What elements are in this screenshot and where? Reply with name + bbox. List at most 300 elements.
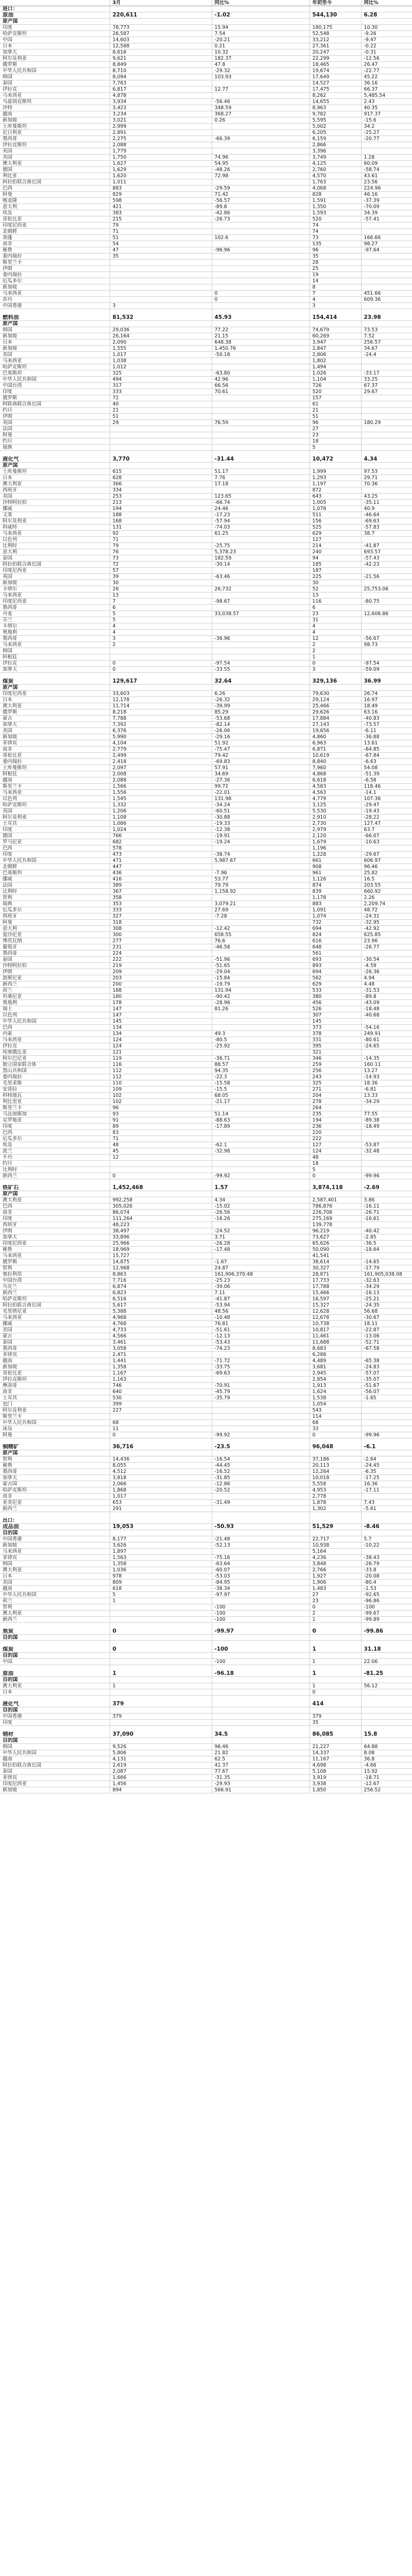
label-cell: 挪威: [0, 1321, 110, 1327]
table-row: [0, 642, 412, 648]
ytd-yoy-cell: [361, 1494, 412, 1500]
table-row: [0, 1124, 412, 1130]
table-row: [0, 74, 412, 80]
month-value-cell: 3,058: [110, 1346, 212, 1352]
month-yoy-cell: -36.71: [212, 1056, 310, 1062]
month-value-cell: 2,418: [110, 759, 212, 765]
ytd-yoy-cell: 160.11: [361, 1062, 412, 1068]
ytd-value-cell: 1,591: [310, 198, 361, 204]
ytd-value-cell: [310, 6, 361, 12]
label-cell: 加拿大: [0, 49, 110, 56]
month-yoy-cell: [212, 568, 310, 574]
table-row: [0, 543, 412, 549]
table-row: [0, 858, 412, 864]
ytd-value-cell: [310, 1677, 361, 1683]
ytd-value-cell: 2,945: [310, 1370, 361, 1377]
ytd-yoy-cell: 73.53: [361, 327, 412, 333]
month-value-cell: [110, 1635, 212, 1641]
month-yoy-cell: 68.05: [212, 1093, 310, 1099]
ytd-value-cell: 5: [310, 445, 361, 451]
month-yoy-cell: -99.92: [212, 1432, 310, 1438]
ytd-yoy-cell: [361, 654, 412, 660]
table-row: [0, 864, 412, 870]
ytd-yoy-cell: -15.6: [361, 117, 412, 124]
ytd-yoy-cell: -31.53: [361, 988, 412, 994]
table-row: [0, 414, 412, 420]
table-row: [0, 926, 412, 932]
commodity-total-row: [0, 1701, 412, 1707]
ytd-yoy-cell: 256.52: [361, 1787, 412, 1793]
label-cell: 液化气: [0, 1701, 110, 1707]
ytd-value-cell: 1,196: [310, 845, 361, 852]
month-yoy-cell: [212, 463, 310, 469]
month-yoy-cell: [212, 1635, 310, 1641]
month-value-cell: 4,878: [110, 93, 212, 99]
label-cell: 中华人民共和国: [0, 1019, 110, 1025]
commodity-total-row: [0, 1524, 412, 1530]
month-value-cell: 4: [110, 623, 212, 630]
ytd-yoy-cell: -4.66: [361, 1762, 412, 1769]
ytd-value-cell: 4,860: [310, 734, 361, 740]
month-value-cell: 7,763: [110, 80, 212, 87]
ytd-value-cell: [310, 1623, 361, 1629]
month-value-cell: 7,716: [110, 1278, 212, 1284]
ytd-value-cell: 157: [310, 395, 361, 401]
table-row: [0, 1247, 412, 1253]
month-yoy-cell: -17.23: [212, 512, 310, 518]
ytd-yoy-cell: -42.92: [361, 926, 412, 932]
month-yoy-cell: -53.03: [212, 1573, 310, 1580]
label-cell: 南非: [0, 241, 110, 247]
month-yoy-cell: 51.92: [212, 740, 310, 747]
month-value-cell: 119: [110, 1056, 212, 1062]
table-row: [0, 876, 412, 883]
month-yoy-cell: [212, 1677, 310, 1683]
month-yoy-cell: [212, 580, 310, 586]
month-yoy-cell: -38.74: [212, 852, 310, 858]
ytd-yoy-cell: [361, 1179, 412, 1185]
month-yoy-cell: 3,079.21: [212, 901, 310, 907]
label-cell: 蒙古: [0, 716, 110, 722]
month-value-cell: 40: [110, 401, 212, 408]
label-cell: [0, 1512, 110, 1518]
month-value-cell: 131: [110, 524, 212, 531]
month-value-cell: 91: [110, 1117, 212, 1124]
origin-heading-row: [0, 19, 412, 25]
month-yoy-cell: [212, 432, 310, 438]
table-row: [0, 346, 412, 352]
ytd-yoy-cell: [361, 673, 412, 679]
ytd-yoy-cell: -34.29: [361, 1284, 412, 1290]
month-yoy-cell: [212, 1025, 310, 1031]
month-yoy-cell: -19.24: [212, 839, 310, 845]
month-value-cell: 194: [110, 506, 212, 512]
ytd-yoy-cell: 46.16: [361, 192, 412, 198]
month-yoy-cell: [212, 229, 310, 235]
ytd-yoy-cell: 107.36: [361, 796, 412, 802]
month-yoy-cell: [212, 1450, 310, 1456]
ytd-value-cell: 414: [310, 1701, 361, 1707]
table-row: [0, 1432, 412, 1438]
month-value-cell: 6,817: [110, 87, 212, 93]
label-cell: 意大利: [0, 549, 110, 555]
ytd-yoy-cell: -24.35: [361, 1302, 412, 1309]
ytd-value-cell: 6,618: [310, 777, 361, 784]
month-value-cell: 0: [110, 660, 212, 667]
label-cell: 秘鲁: [0, 1463, 110, 1469]
table-row: [0, 1290, 412, 1296]
ytd-yoy-cell: -0.22: [361, 43, 412, 49]
table-row: [0, 1750, 412, 1756]
ytd-value-cell: 373: [310, 1025, 361, 1031]
month-yoy-cell: 0: [212, 297, 310, 303]
month-value-cell: 51: [110, 414, 212, 420]
ytd-value-cell: 5,002: [310, 124, 361, 130]
month-yoy-cell: [212, 260, 310, 266]
month-value-cell: 112: [110, 1068, 212, 1074]
month-yoy-cell: 12.77: [212, 87, 310, 93]
table-row: [0, 895, 412, 901]
table-row: [0, 1683, 412, 1689]
month-yoy-cell: -70.91: [212, 1383, 310, 1389]
ytd-yoy-cell: [361, 395, 412, 401]
ytd-value-cell: 14,337: [310, 1750, 361, 1756]
table-row: [0, 1099, 412, 1105]
table-row: [0, 364, 412, 370]
ytd-value-cell: 3,749: [310, 155, 361, 161]
month-yoy-cell: -63.80: [212, 370, 310, 377]
month-value-cell: 494: [110, 377, 212, 383]
table-row: [0, 223, 412, 229]
month-value-cell: 447: [110, 864, 212, 870]
month-value-cell: 209: [110, 969, 212, 975]
ytd-value-cell: 629: [310, 981, 361, 988]
month-value-cell: 4,104: [110, 740, 212, 747]
month-value-cell: 3: [110, 303, 212, 309]
table-row: [0, 1087, 412, 1093]
ytd-yoy-cell: 38.7: [361, 531, 412, 537]
month-value-cell: 1,779: [110, 148, 212, 155]
month-yoy-cell: 88.57: [212, 1062, 310, 1068]
month-yoy-cell: -74.03: [212, 524, 310, 531]
label-cell: 印度尼西亚: [0, 599, 110, 605]
label-cell: 原产国: [0, 1191, 110, 1197]
ytd-yoy-cell: [361, 438, 412, 445]
table-row: [0, 62, 412, 68]
month-yoy-cell: -20.52: [212, 1487, 310, 1494]
month-value-cell: [110, 463, 212, 469]
ytd-value-cell: 893: [310, 963, 361, 969]
month-value-cell: 421: [110, 204, 212, 210]
month-value-cell: 8,177: [110, 1536, 212, 1543]
ytd-yoy-cell: [361, 1155, 412, 1161]
ytd-value-cell: 16,597: [310, 1296, 361, 1302]
month-yoy-cell: -17.48: [212, 1247, 310, 1253]
table-row: [0, 870, 412, 876]
ytd-value-cell: 1,593: [310, 210, 361, 216]
label-cell: 土库曼斯坦: [0, 124, 110, 130]
label-cell: 印度尼西亚: [0, 1781, 110, 1787]
ytd-value-cell: 124: [310, 1148, 361, 1155]
table-row: [0, 574, 412, 580]
label-cell: 新西兰: [0, 1290, 110, 1296]
ytd-yoy-cell: -18.64: [361, 1247, 412, 1253]
ytd-value-cell: 2,866: [310, 142, 361, 148]
month-yoy-cell: -100: [212, 1647, 310, 1653]
month-yoy-cell: [212, 124, 310, 130]
ytd-value-cell: 259: [310, 1062, 361, 1068]
table-row: [0, 796, 412, 802]
ytd-value-cell: 2,979: [310, 827, 361, 833]
label-cell: 委内瑞拉: [0, 253, 110, 260]
table-row: [0, 327, 412, 333]
label-cell: 中华人民共和国: [0, 377, 110, 383]
ytd-value-cell: 1,679: [310, 839, 361, 845]
ytd-value-cell: 194: [310, 1117, 361, 1124]
month-yoy-cell: 33,038.57: [212, 611, 310, 617]
ytd-yoy-cell: [361, 19, 412, 25]
month-value-cell: 2,008: [110, 771, 212, 777]
month-yoy-cell: 10.32: [212, 49, 310, 56]
table-row: [0, 512, 412, 518]
month-value-cell: 30: [110, 580, 212, 586]
ytd-yoy-cell: -59.09: [361, 667, 412, 673]
ytd-yoy-cell: 203.55: [361, 883, 412, 889]
origin-heading-row: [0, 463, 412, 469]
label-cell: 俄罗斯: [0, 395, 110, 401]
month-value-cell: 618: [110, 1586, 212, 1592]
ytd-yoy-cell: 451.66: [361, 291, 412, 297]
header-cell-month-yoy: 同比%: [212, 0, 310, 6]
month-yoy-cell: -62.1: [212, 1142, 310, 1148]
table-row: [0, 1037, 412, 1043]
ytd-yoy-cell: -33.8: [361, 1567, 412, 1573]
ytd-value-cell: 3,938: [310, 1781, 361, 1787]
month-yoy-cell: [212, 1414, 310, 1420]
month-value-cell: 436: [110, 870, 212, 876]
month-yoy-cell: -74.23: [212, 1346, 310, 1352]
month-yoy-cell: 182.59: [212, 555, 310, 562]
label-cell: 菲律宾: [0, 1555, 110, 1561]
ytd-value-cell: 4,068: [310, 185, 361, 192]
table-row: [0, 747, 412, 753]
month-value-cell: 203: [110, 975, 212, 981]
table-row: [0, 1161, 412, 1167]
month-yoy-cell: 99.72: [212, 784, 310, 790]
month-value-cell: [110, 284, 212, 291]
ytd-yoy-cell: -99.96: [361, 1432, 412, 1438]
label-cell: 印度: [0, 852, 110, 858]
table-row: [0, 1617, 412, 1623]
ytd-value-cell: 60,269: [310, 333, 361, 340]
ytd-yoy-cell: 13.33: [361, 1093, 412, 1099]
month-value-cell: 222: [110, 957, 212, 963]
ytd-yoy-cell: [361, 617, 412, 623]
ytd-yoy-cell: -22.87: [361, 1327, 412, 1333]
label-cell: 澳大利亚: [0, 1197, 110, 1204]
label-cell: 英国: [0, 808, 110, 815]
table-row: [0, 728, 412, 734]
month-yoy-cell: [212, 284, 310, 291]
ytd-yoy-cell: 45.22: [361, 74, 412, 80]
table-row: [0, 1130, 412, 1136]
month-yoy-cell: 41.37: [212, 1762, 310, 1769]
table-row: [0, 155, 412, 161]
label-cell: 韩国: [0, 648, 110, 654]
ytd-yoy-cell: -57.83: [361, 524, 412, 531]
label-cell: 新西兰: [0, 1617, 110, 1623]
month-yoy-cell: -99.92: [212, 1173, 310, 1179]
ytd-value-cell: 1,878: [310, 1500, 361, 1506]
spacer-row: [0, 1512, 412, 1518]
table-row: [0, 432, 412, 438]
month-value-cell: [110, 648, 212, 654]
table-row: [0, 988, 412, 994]
month-yoy-cell: [212, 1506, 310, 1512]
month-value-cell: 134: [110, 1031, 212, 1037]
table-row: [0, 1659, 412, 1665]
ytd-value-cell: 1: [310, 1647, 361, 1653]
origin-heading-row: [0, 1653, 412, 1659]
section-row: [0, 6, 412, 12]
month-value-cell: 36,716: [110, 1444, 212, 1450]
month-value-cell: 883: [110, 185, 212, 192]
ytd-yoy-cell: 36.8: [361, 1756, 412, 1762]
month-yoy-cell: -26.32: [212, 697, 310, 703]
month-yoy-cell: [212, 309, 310, 315]
ytd-yoy-cell: 97.53: [361, 469, 412, 475]
ytd-value-cell: [310, 451, 361, 457]
ytd-value-cell: 1,927: [310, 1573, 361, 1580]
ytd-value-cell: 874: [310, 883, 361, 889]
ytd-value-cell: 12,628: [310, 1309, 361, 1315]
month-yoy-cell: [212, 6, 310, 12]
month-value-cell: 5,990: [110, 734, 212, 740]
label-cell: 原产国: [0, 321, 110, 327]
ytd-yoy-cell: [361, 463, 412, 469]
month-yoy-cell: 77.22: [212, 327, 310, 333]
ytd-value-cell: 74: [310, 229, 361, 235]
month-value-cell: 327: [110, 913, 212, 920]
ytd-yoy-cell: 5,485.54: [361, 93, 412, 99]
ytd-value-cell: 35: [310, 253, 361, 260]
ytd-yoy-cell: -22.77: [361, 68, 412, 74]
month-value-cell: 215: [110, 216, 212, 223]
ytd-yoy-cell: [361, 1450, 412, 1456]
ytd-yoy-cell: -6.81: [361, 1087, 412, 1093]
label-cell: 阿尔巴尼亚: [0, 1056, 110, 1062]
ytd-yoy-cell: -26.71: [361, 1210, 412, 1216]
table-row: [0, 1352, 412, 1358]
ytd-yoy-cell: [361, 1130, 412, 1136]
month-value-cell: 598: [110, 198, 212, 204]
table-row: [0, 1302, 412, 1309]
ytd-value-cell: [310, 1653, 361, 1659]
table-row: [0, 1210, 412, 1216]
table-row: [0, 253, 412, 260]
month-yoy-cell: -16.52: [212, 1469, 310, 1475]
table-row: [0, 963, 412, 969]
table-row: [0, 549, 412, 555]
month-yoy-cell: -31.49: [212, 1500, 310, 1506]
ytd-value-cell: 10,619: [310, 753, 361, 759]
month-yoy-cell: 49.3: [212, 1031, 310, 1037]
month-yoy-cell: 7.76: [212, 475, 310, 481]
month-value-cell: 1,332: [110, 802, 212, 808]
month-yoy-cell: [212, 1689, 310, 1696]
table-body: [0, 6, 412, 1793]
label-cell: 德国: [0, 167, 110, 173]
ytd-yoy-cell: 3.86: [361, 1197, 412, 1204]
label-cell: 煤炭: [0, 679, 110, 685]
ytd-value-cell: 35: [310, 1720, 361, 1726]
month-yoy-cell: [212, 19, 310, 25]
ytd-yoy-cell: -28.22: [361, 815, 412, 821]
table-row: [0, 883, 412, 889]
month-value-cell: 8,616: [110, 49, 212, 56]
month-yoy-cell: 1,450.76: [212, 346, 310, 352]
ytd-yoy-cell: [361, 1161, 412, 1167]
ytd-yoy-cell: -2.64: [361, 1456, 412, 1463]
table-row: [0, 777, 412, 784]
ytd-yoy-cell: 98.73: [361, 642, 412, 648]
ytd-value-cell: 1: [310, 1683, 361, 1689]
month-value-cell: 4: [110, 630, 212, 636]
month-value-cell: 112: [110, 1074, 212, 1080]
month-yoy-cell: 66.56: [212, 383, 310, 389]
ytd-value-cell: 8,840: [310, 759, 361, 765]
month-value-cell: 1,563: [110, 1555, 212, 1561]
table-row: [0, 1426, 412, 1432]
month-value-cell: 48: [110, 1142, 212, 1148]
ytd-value-cell: 5,530: [310, 808, 361, 815]
table-row: [0, 1173, 412, 1179]
label-cell: 意大利: [0, 926, 110, 932]
ytd-yoy-cell: -24.45: [361, 1463, 412, 1469]
label-cell: 智利: [0, 895, 110, 901]
label-cell: 巴基斯坦: [0, 370, 110, 377]
label-cell: 斯里兰卡: [0, 784, 110, 790]
table-row: [0, 179, 412, 185]
origin-heading-row: [0, 321, 412, 327]
table-row: [0, 142, 412, 148]
ytd-yoy-cell: [361, 1352, 412, 1358]
label-cell: 目的国: [0, 1707, 110, 1714]
label-cell: 伊朗: [0, 969, 110, 975]
ytd-yoy-cell: [361, 1653, 412, 1659]
ytd-value-cell: 23: [310, 1598, 361, 1604]
month-value-cell: [110, 1659, 212, 1665]
table-row: [0, 1561, 412, 1567]
month-value-cell: 640: [110, 1389, 212, 1395]
ytd-yoy-cell: [361, 284, 412, 291]
ytd-value-cell: 3,396: [310, 148, 361, 155]
ytd-value-cell: 28: [310, 260, 361, 266]
table-row: [0, 185, 412, 192]
month-value-cell: 129,617: [110, 679, 212, 685]
month-yoy-cell: 76.6: [212, 938, 310, 944]
ytd-yoy-cell: [361, 253, 412, 260]
month-value-cell: 3,423: [110, 105, 212, 111]
label-cell: 利比亚: [0, 173, 110, 179]
month-value-cell: 1,627: [110, 161, 212, 167]
table-row: [0, 1062, 412, 1068]
label-cell: 中华人民共和国: [0, 68, 110, 74]
month-yoy-cell: -66.74: [212, 500, 310, 506]
ytd-yoy-cell: [361, 303, 412, 309]
month-yoy-cell: [212, 617, 310, 623]
month-yoy-cell: 72.98: [212, 173, 310, 179]
